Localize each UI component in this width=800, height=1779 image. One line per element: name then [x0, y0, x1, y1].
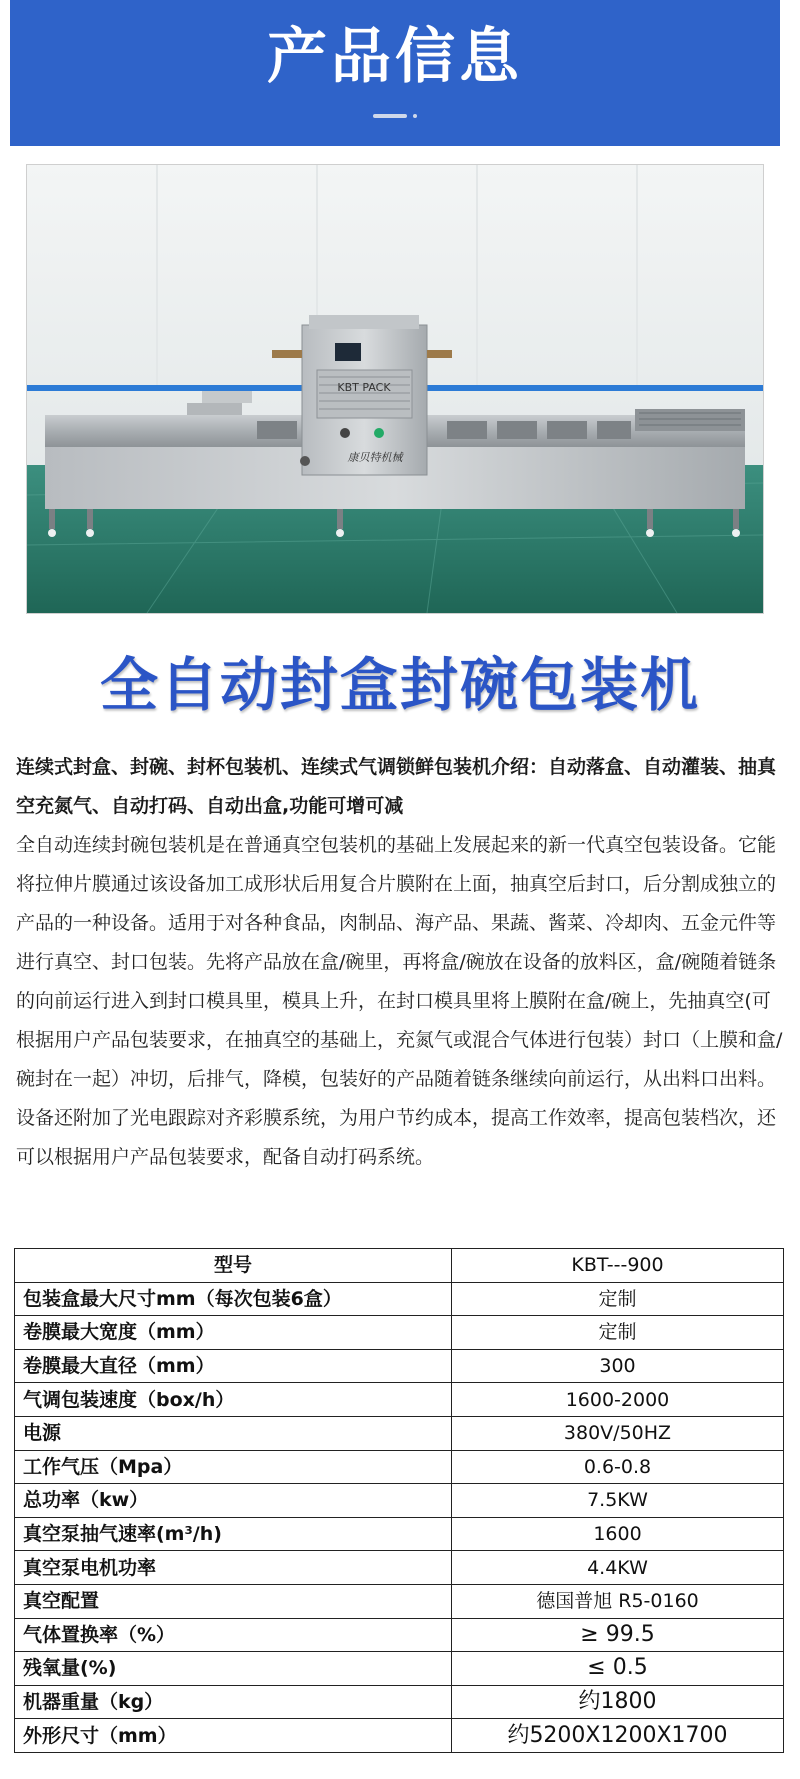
spec-value: 380V/50HZ [452, 1416, 784, 1450]
spec-value: 4.4KW [452, 1551, 784, 1585]
spec-value: 300 [452, 1349, 784, 1383]
banner-divider [373, 114, 417, 118]
spec-value: 0.6-0.8 [452, 1450, 784, 1484]
machine-brand-label: KBT PACK [337, 381, 391, 394]
spec-key: 残氧量(%) [15, 1652, 452, 1686]
table-row [15, 1618, 784, 1652]
table-row [15, 1383, 784, 1417]
spec-value: 7.5KW [452, 1484, 784, 1518]
spec-key: 气体置换率（%） [15, 1618, 452, 1652]
table-row [15, 1484, 784, 1518]
spec-table [14, 1248, 784, 1753]
table-row [15, 1249, 784, 1283]
table-row [15, 1551, 784, 1585]
spec-key: 型号 [15, 1249, 452, 1283]
spec-key: 外形尺寸（mm） [15, 1719, 452, 1753]
banner-title: 产品信息 [267, 22, 523, 92]
spec-key: 真空泵抽气速率(m³/h) [15, 1517, 452, 1551]
spec-key: 包装盒最大尺寸mm（每次包装6盒） [15, 1282, 452, 1316]
spec-value: KBT---900 [452, 1249, 784, 1283]
table-row [15, 1517, 784, 1551]
spec-key: 真空泵电机功率 [15, 1551, 452, 1585]
table-row [15, 1719, 784, 1753]
spec-key: 真空配置 [15, 1584, 452, 1618]
spec-value: 1600 [452, 1517, 784, 1551]
table-row [15, 1685, 784, 1719]
spec-value: 德国普旭 R5-0160 [452, 1584, 784, 1618]
spec-value: ≤ 0.5 [452, 1652, 784, 1686]
header-banner [10, 0, 780, 146]
spec-key: 卷膜最大直径（mm） [15, 1349, 452, 1383]
spec-key: 机器重量（kg） [15, 1685, 452, 1719]
spec-value: 1600-2000 [452, 1383, 784, 1417]
spec-value: 约1800 [452, 1685, 784, 1719]
product-photo [26, 164, 764, 614]
spec-key: 气调包装速度（box/h） [15, 1383, 452, 1417]
spec-key: 卷膜最大宽度（mm） [15, 1316, 452, 1350]
spec-key: 总功率（kw） [15, 1484, 452, 1518]
product-name: 全自动封盒封碗包装机 [99, 651, 700, 719]
spec-value: ≥ 99.5 [452, 1618, 784, 1652]
intro-lead: 连续式封盒、封碗、封杯包装机、连续式气调锁鲜包装机介绍：自动落盒、自动灌装、抽真空充氮气、自动打码、自动出盒,功能可增可减 [16, 756, 777, 817]
table-row [15, 1316, 784, 1350]
table-row [15, 1652, 784, 1686]
spec-value: 约5200X1200X1700 [452, 1719, 784, 1753]
spec-value: 定制 [452, 1282, 784, 1316]
product-intro [16, 748, 786, 1177]
table-row [15, 1450, 784, 1484]
table-row [15, 1584, 784, 1618]
spec-value: 定制 [452, 1316, 784, 1350]
table-row [15, 1416, 784, 1450]
machine-side-logo: 康贝特机械 [347, 451, 403, 464]
spec-key: 电源 [15, 1416, 452, 1450]
intro-body: 全自动连续封碗包装机是在普通真空包装机的基础上发展起来的新一代真空包装设备。它能将拉伸片膜通过该设备加工成形状后用复合片膜附在上面，抽真空后封口，后分割成独立的产品的一种设备。适用于对各种食品，肉制品、海产品、果蔬、酱菜、冷却肉、五金元件等进行真空、封口包装。先将产品放在盒/碗里，再将盒/碗放在设备的放料区，盒/碗随着链条的向前运行进入到封口模具里，模具上升，在封口模具里将上膜附在盒/碗上，先抽真空(可根据用户产品包装要求，在抽真空的基础上，充氮气或混合气体进行包装）封口（上膜和盒/碗封在一起）冲切，后排气，降模，包装好的产品随着链条继续向前运行，从出料口出料。设备还附加了光电跟踪对齐彩膜系统，为用户节约成本，提高工作效率，提高包装档次，还可以根据用户产品包装要求，配备自动打码系统。 [16, 834, 783, 1168]
table-row [15, 1282, 784, 1316]
spec-key: 工作气压（Mpa） [15, 1450, 452, 1484]
table-row [15, 1349, 784, 1383]
